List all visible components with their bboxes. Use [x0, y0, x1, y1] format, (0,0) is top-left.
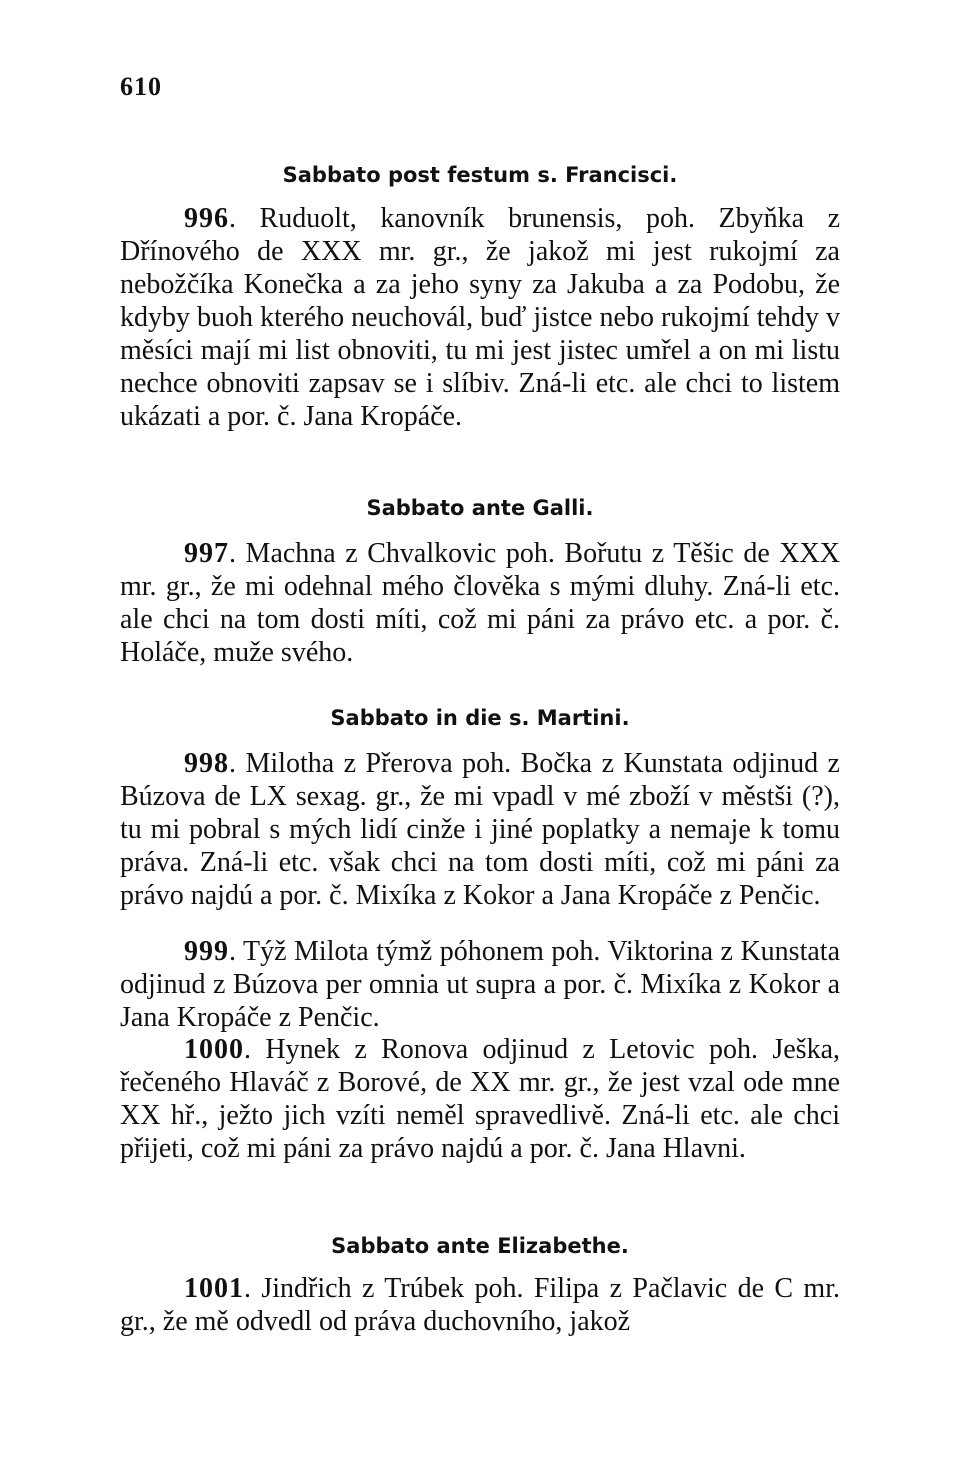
- section-heading: Sabbato ante Elizabethe.: [331, 1234, 629, 1258]
- entry-997: 997. Machna z Chvalkovic poh. Bořutu z Těšic de XXX mr. gr., že mi odehnal mého člověka s mými dluhy. Zná-li etc. ale chci na tom dosti míti, což mi páni za právo etc. a por. č. Holáče, muže svého.: [120, 538, 841, 668]
- entry-number: 997: [184, 538, 229, 569]
- entry-996: 996. Ruduolt, kanovník brunensis, poh. Zbyňka z Dřínového de XXX mr. gr., že jakož mi jest rukojmí za nebožčíka Konečka a za jeho syny za Jakuba a za Podobu, že kdyby buoh kterého neuchovál, buď jistce nebo rukojmí tehdy v měsíci mají mi list obnoviti, tu mi jest jistec umřel a on mi listu nechce obnoviti zapsav se i slíbiv. Zná-li etc. ale chci to listem ukázati a por. č. Jana Kropáče.: [120, 203, 840, 432]
- page-number: 610: [120, 72, 162, 101]
- entry-number: 1000: [184, 1034, 244, 1065]
- entry-1000: 1000. Hynek z Ronova odjinud z Letovic poh. Ješka, řečeného Hlaváč z Borové, de XX mr. gr., že jest vzal ode mne XX hř., ježto jich vzíti neměl spravedlivě. Zná-li etc. ale chci přijeti, což mi páni za právo najdú a por. č. Jana Hlavni.: [120, 1034, 840, 1164]
- entry-text: Milotha z Přerova poh. Bočka z Kunstata odjinud z Búzova de LX sexag. gr., že mi vpadl v mé zboží v městši (?), tu mi pobral s mých lidí cinže i jiné poplatky a nemaje k tomu práva. Zná-li etc. však chci na tom dosti míti, což mi páni za právo najdú a por. č. Mixíka z Kokor a Jana Kropáče z Penčic.: [120, 748, 840, 911]
- entry-text: Hynek z Ronova odjinud z Letovic poh. Ješka, řečeného Hlaváč z Borové, de XX mr. gr., že jest vzal ode mne XX hř., ježto jich vzíti neměl spravedlivě. Zná-li etc. ale chci přijeti, což mi páni za právo najdú a por. č. Jana Hlavni.: [120, 1034, 840, 1164]
- entry-number: 998: [184, 748, 229, 779]
- section-heading: Sabbato in die s. Martini.: [330, 706, 630, 730]
- entry-text: Týž Milota týmž póhonem poh. Viktorina z Kunstata odjinud z Búzova per omnia ut supra a por. č. Mixíka z Kokor a Jana Kropáče z Penčic.: [120, 936, 840, 1033]
- section-heading: Sabbato ante Galli.: [366, 496, 594, 520]
- entry-number: 1001: [184, 1273, 244, 1304]
- entry-text: Jindřich z Trúbek poh. Filipa z Pačlavic de C mr. gr., že mě odvedl od práva duchovního, jakož: [120, 1273, 840, 1337]
- entry-number: 996: [184, 203, 229, 234]
- entry-number: 999: [184, 936, 229, 967]
- entry-999: 999. Týž Milota týmž póhonem poh. Viktorina z Kunstata odjinud z Búzova per omnia ut supra a por. č. Mixíka z Kokor a Jana Kropáče z Penčic.: [120, 936, 840, 1033]
- entry-1001: 1001. Jindřich z Trúbek poh. Filipa z Pačlavic de C mr. gr., že mě odvedl od práva duchovního, jakož: [120, 1273, 840, 1337]
- entry-text: Ruduolt, kanovník brunensis, poh. Zbyňka z Dřínového de XXX mr. gr., že jakož mi jest rukojmí za nebožčíka Konečka a za jeho syny za Jakuba a za Podobu, že kdyby buoh kterého neuchovál, buď jistce nebo rukojmí tehdy v měsíci mají mi list obnoviti, tu mi jest jistec umřel a on mi listu nechce obnoviti zapsav se i slíbiv. Zná-li etc. ale chci to listem ukázati a por. č. Jana Kropáče.: [120, 203, 840, 432]
- section-heading: Sabbato post festum s. Francisci.: [282, 163, 678, 187]
- entry-text: Machna z Chvalkovic poh. Bořutu z Těšic de XXX mr. gr., že mi odehnal mého člověka s mými dluhy. Zná-li etc. ale chci na tom dosti míti, což mi páni za právo etc. a por. č. Holáče, muže svého.: [120, 538, 841, 668]
- entry-998: 998. Milotha z Přerova poh. Bočka z Kunstata odjinud z Búzova de LX sexag. gr., že mi vpadl v mé zboží v městši (?), tu mi pobral s mých lidí cinže i jiné poplatky a nemaje k tomu práva. Zná-li etc. však chci na tom dosti míti, což mi páni za právo najdú a por. č. Mixíka z Kokor a Jana Kropáče z Penčic.: [120, 748, 840, 911]
